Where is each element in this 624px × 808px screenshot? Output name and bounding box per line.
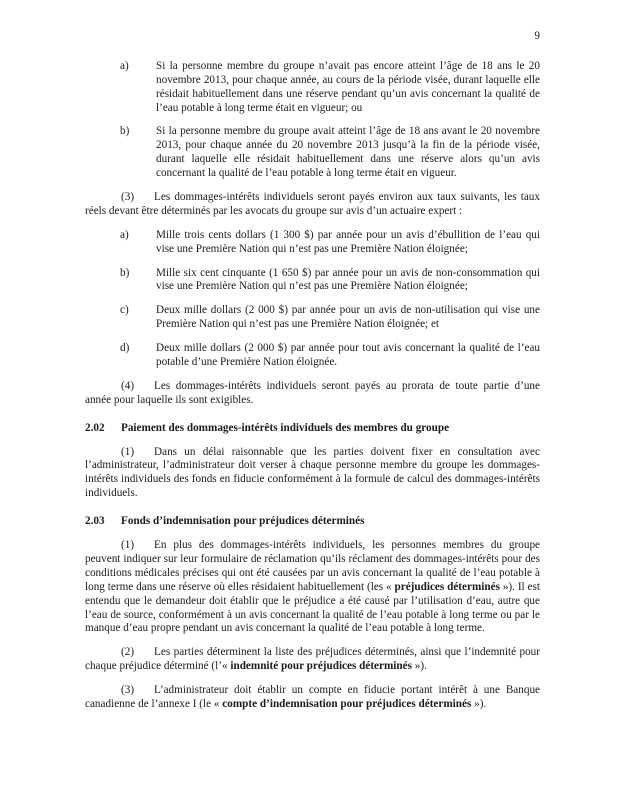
section-heading-2-03 <box>85 515 540 529</box>
list-item-label: a) <box>120 59 129 72</box>
section-2-02-paragraph-1 <box>85 446 540 502</box>
paragraph-3 <box>85 191 540 219</box>
list-item-label: b) <box>120 266 130 279</box>
list-item-label: b) <box>120 125 130 138</box>
list-item-text: Deux mille dollars (2 000 $) par année pour un avis de non-utilisation qui vise une Première Nation qui n’est pas une Première Nation éloignée; et <box>156 304 540 331</box>
section-2-03-paragraph-1 <box>85 539 540 636</box>
paragraph-text: Les parties déterminent la liste des préjudices déterminés, ainsi que l’indemnité pour chaque préjudice déterminé (l’« <box>85 646 540 673</box>
paragraph-text: Les dommages-intérêts individuels seront payés environ aux taux suivants, les taux réels devant être déterminés par les avocats du groupe sur avis d’un actuaire expert : <box>85 191 540 217</box>
list-item-label: d) <box>120 342 130 355</box>
section-title: Fonds d’indemnisation pour préjudices déterminés <box>121 515 365 528</box>
section-heading-2-02 <box>85 422 540 436</box>
list-item-text: Deux mille dollars (2 000 $) par année pour tout avis concernant la qualité de l’eau potable d’une Première Nation éloignée. <box>156 342 540 369</box>
paragraph-label: (3) <box>121 684 135 697</box>
list-item <box>120 267 540 295</box>
list-item-text: Mille six cent cinquante (1 650 $) par année pour un avis de non-consommation qui vise une Première Nation qui n’est pas une Première Nation éloignée; <box>156 266 540 293</box>
paragraph-text: »). Il est entendu que le demandeur doit établir que le préjudice a été causé par l’utilisation d’eau, autre que l’eau de source, conformément à un avis concernant la qualité de l’eau potable à long terme ou par le manque d’eau propre pendant un avis concernant la qualité de l’eau potable à long terme. <box>85 580 540 635</box>
defined-term: compte d’indemnisation pour préjudices déterminés <box>222 697 472 710</box>
list-item <box>120 304 540 332</box>
section-title: Paiement des dommages-intérêts individuels des membres du groupe <box>121 421 450 434</box>
defined-term: indemnité pour préjudices déterminés <box>230 660 412 673</box>
list-item-label: c) <box>120 304 129 317</box>
list-item <box>120 60 540 116</box>
paragraph-label: (1) <box>121 445 135 458</box>
section-2-03-paragraph-3 <box>85 684 540 712</box>
paragraph-text: »). <box>471 697 487 710</box>
paragraph-text: Les dommages-intérêts individuels seront payés au prorata de toute partie d’une année pour laquelle ils sont exigibles. <box>85 379 540 406</box>
paragraph-4 <box>85 380 540 408</box>
list-item-text: Si la personne membre du groupe n’avait pas encore atteint l’âge de 18 ans le 20 novembre 2013, pour chaque année, au cours de la période visée, durant laquelle elle résidait habituellement dans une réserve pendant qu’un avis concernant la qualité de l’eau potable à long terme était en vigueur; ou <box>156 59 540 114</box>
defined-term: préjudices déterminés <box>394 580 500 593</box>
list-item <box>120 229 540 257</box>
list-item <box>120 342 540 370</box>
list-item <box>120 125 540 181</box>
paragraph-label: (4) <box>121 379 135 392</box>
paragraph-label: (1) <box>121 539 135 552</box>
section-2-03-paragraph-2 <box>85 646 540 674</box>
paragraph-text: Dans un délai raisonnable que les parties doivent fixer en consultation avec l’administrateur, l’administrateur doit verser à chaque personne membre du groupe les dommages-intérêts individuels des fonds en fiducie conformément à la formule de calcul des dommages-intérêts individuels. <box>85 445 540 500</box>
paragraph-label: (3) <box>121 191 135 204</box>
section-number: 2.02 <box>85 421 105 434</box>
paragraph-text: En plus des dommages-intérêts individuels, les personnes membres du groupe peuvent indiquer sur leur formulaire de réclamation qu’ils réclament des dommages-intérêts pour des conditions médicales précises qui ont été causées par un avis concernant la qualité de l’eau potable à long terme dans une réserve où elles résidaient habituellement (les « <box>85 539 540 593</box>
age-conditions-list <box>120 60 540 181</box>
paragraph-text: L’administrateur doit établir un compte en fiducie portant intérêt à une Banque canadienne de l’annexe I (le « <box>85 684 540 710</box>
rates-list <box>120 229 540 370</box>
paragraph-label: (2) <box>121 646 135 659</box>
paragraph-text: »). <box>411 660 427 673</box>
section-number: 2.03 <box>85 515 105 528</box>
list-item-label: a) <box>120 228 129 241</box>
list-item-text: Mille trois cents dollars (1 300 $) par année pour un avis d’ébullition de l’eau qui vise une Première Nation qui n’est pas une Première Nation éloignée; <box>156 228 540 255</box>
page-number: 9 <box>534 30 540 42</box>
list-item-text: Si la personne membre du groupe avait atteint l’âge de 18 ans avant le 20 novembre 2013, pour chaque année du 20 novembre 2013 jusqu’à la fin de la période visée, durant laquelle elle résidait habituellement dans une réserve alors qu’un avis concernant la qualité de l’eau potable à long terme était en vigueur. <box>156 125 540 180</box>
